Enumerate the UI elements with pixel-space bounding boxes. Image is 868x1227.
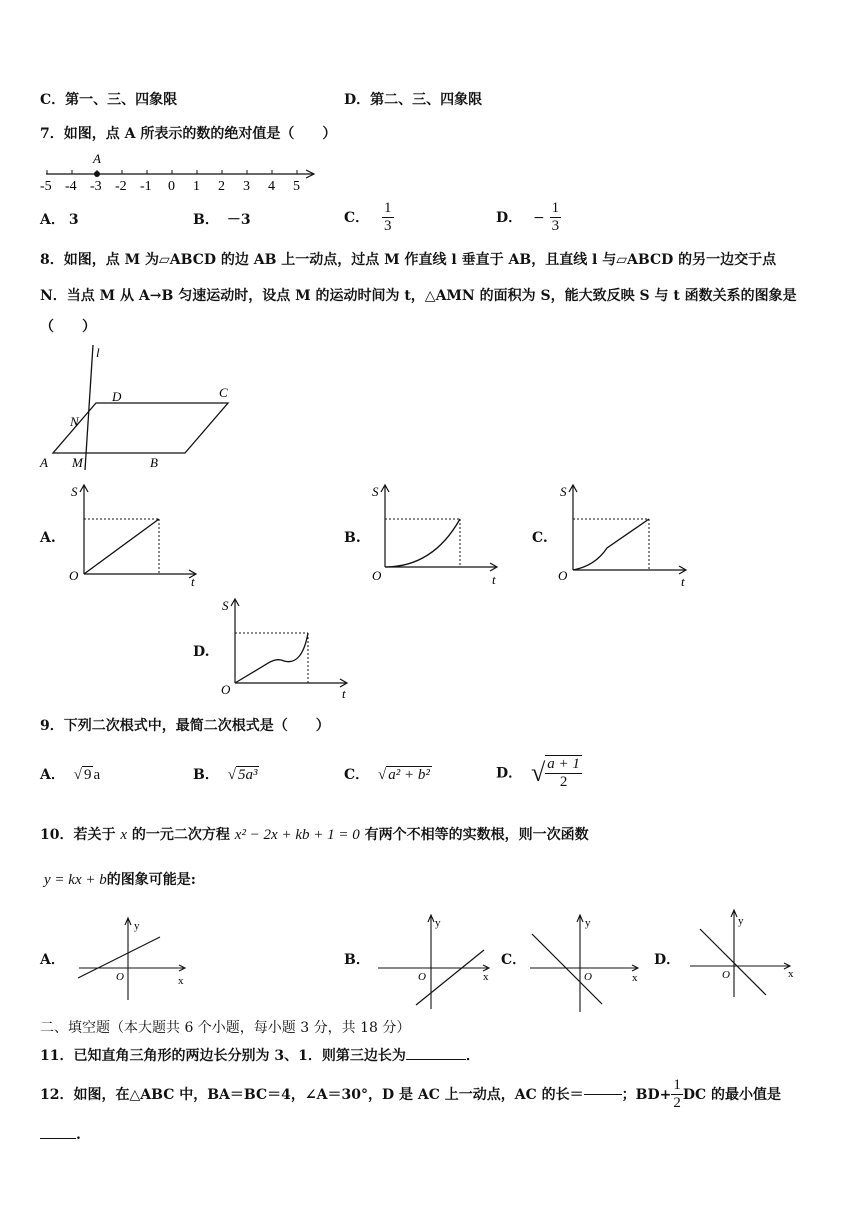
q8-option-d-label: D. bbox=[193, 644, 210, 660]
q9-option-d: D． √ $\frac{a + 1}{2}$ bbox=[496, 756, 580, 791]
svg-text:S: S bbox=[560, 484, 567, 499]
svg-text:S: S bbox=[372, 484, 379, 499]
svg-text:O: O bbox=[221, 682, 231, 697]
q7-option-a: A． 3 bbox=[40, 212, 79, 228]
svg-text:O: O bbox=[558, 568, 568, 583]
number-line-label: -2 bbox=[115, 179, 127, 194]
svg-text:t: t bbox=[342, 686, 346, 701]
svg-text:y: y bbox=[585, 917, 591, 929]
number-line-label: 4 bbox=[268, 179, 275, 194]
q10-graph-a bbox=[74, 915, 194, 1005]
q8-graph-a bbox=[65, 482, 200, 592]
q12-stem-line2: . bbox=[40, 1128, 81, 1142]
q10-option-b-label: B． bbox=[344, 952, 370, 968]
q10-stem-line2: y = kx + b的图象可能是: bbox=[44, 872, 196, 888]
q7-number-line bbox=[38, 152, 328, 197]
q10-graph-d bbox=[680, 905, 805, 1005]
q8-option-b-label: B. bbox=[344, 530, 361, 546]
svg-text:t: t bbox=[492, 572, 496, 587]
q8-option-c-label: C. bbox=[532, 530, 548, 546]
q8-stem-line3: （ ） bbox=[40, 319, 96, 335]
svg-text:O: O bbox=[584, 971, 592, 983]
q10-option-d-label: D． bbox=[654, 952, 681, 968]
q9-option-b: B． √ 5a³ bbox=[193, 767, 258, 783]
q7-option-b: B． －3 bbox=[193, 212, 251, 228]
svg-text:O: O bbox=[722, 969, 730, 981]
q7-option-d: D． − $\frac{1}{3}$ bbox=[496, 200, 560, 235]
q10-option-a-label: A． bbox=[40, 952, 65, 968]
q10-stem: 10．若关于 x 的一元二次方程 x² − 2x + kb + 1 = 0 有两个不相等的实数根，则一次函数 bbox=[40, 827, 589, 843]
q10-graph-b bbox=[376, 912, 501, 1012]
q8-graph-d bbox=[218, 596, 358, 706]
svg-text:B: B bbox=[150, 455, 158, 470]
svg-text:y: y bbox=[435, 917, 441, 929]
svg-text:y: y bbox=[134, 920, 140, 932]
q10-graph-c bbox=[528, 912, 653, 1012]
q8-stem-line2: N．当点 M 从 A→B 匀速运动时，设点 M 的运动时间为 t，△AMN 的面积为 S，能大致反映 S 与 t 函数关系的图象是 bbox=[40, 288, 797, 304]
q6-option-c: C．第一、三、四象限 bbox=[40, 92, 178, 108]
q11-answer-blank[interactable] bbox=[406, 1059, 466, 1060]
q7-point-a-label: A bbox=[93, 151, 101, 166]
q8-option-a-label: A. bbox=[40, 530, 56, 546]
q9-option-c: C． √ a² + b² bbox=[344, 767, 430, 783]
svg-text:x: x bbox=[788, 968, 794, 980]
number-line-label: -5 bbox=[40, 179, 52, 194]
q8-graph-b bbox=[368, 482, 503, 592]
number-line-label: 3 bbox=[243, 179, 250, 194]
svg-text:O: O bbox=[116, 971, 124, 983]
q8-stem-line1: 8．如图，点 M 为▱ABCD 的边 AB 上一动点，过点 M 作直线 l 垂直于 AB，且直线 l 与▱ABCD 的另一边交于点 bbox=[40, 252, 777, 268]
q9-stem: 9．下列二次根式中，最简二次根式是（ ） bbox=[40, 718, 330, 734]
number-line-label: -1 bbox=[140, 179, 152, 194]
q8-graph-c bbox=[555, 482, 695, 592]
q7-point-a bbox=[94, 171, 100, 177]
number-line-label: -4 bbox=[65, 179, 77, 194]
q6-option-d: D．第二、三、四象限 bbox=[344, 92, 483, 108]
svg-text:C: C bbox=[219, 385, 228, 400]
q9-option-a: A． √ 9 a bbox=[40, 767, 101, 783]
svg-text:y: y bbox=[738, 915, 744, 927]
svg-text:O: O bbox=[372, 568, 382, 583]
q11-stem: 11．已知直角三角形的两边长分别为 3、1．则第三边长为 ． bbox=[40, 1048, 480, 1064]
number-line-label: 0 bbox=[168, 179, 175, 194]
svg-text:N: N bbox=[70, 414, 79, 429]
q7-option-c: C． $\frac{1}{3}$ bbox=[344, 200, 392, 235]
svg-text:O: O bbox=[418, 971, 426, 983]
q8-parallelogram-figure bbox=[38, 345, 238, 475]
number-line-label: 2 bbox=[218, 179, 225, 194]
svg-text:x: x bbox=[178, 975, 184, 987]
svg-text:S: S bbox=[71, 484, 78, 499]
svg-text:x: x bbox=[483, 971, 489, 983]
svg-text:t: t bbox=[191, 574, 195, 589]
svg-text:A: A bbox=[40, 455, 48, 470]
svg-text:S: S bbox=[222, 598, 229, 613]
number-line-label: 1 bbox=[193, 179, 200, 194]
svg-text:x: x bbox=[632, 972, 638, 984]
number-line-label: -3 bbox=[90, 179, 102, 194]
svg-text:D: D bbox=[112, 389, 122, 404]
svg-text:t: t bbox=[681, 574, 685, 589]
q12-stem: 12．如图，在△ABC 中，BA＝BC＝4，∠A＝30°，D 是 AC 上一动点，AC 的长＝ ；BD+ $\frac{1}{2}$ DC 的最小值是 bbox=[40, 1077, 782, 1112]
svg-text:l: l bbox=[96, 345, 100, 360]
q12-answer-blank-1[interactable] bbox=[584, 1094, 622, 1095]
q10-option-c-label: C． bbox=[501, 952, 527, 968]
section-2-title: 二、填空题（本大题共 6 个小题，每小题 3 分，共 18 分） bbox=[40, 1020, 411, 1036]
svg-text:M: M bbox=[72, 455, 83, 470]
q12-answer-blank-2[interactable] bbox=[40, 1138, 76, 1139]
q7-stem: 7．如图，点 A 所表示的数的绝对值是（ ） bbox=[40, 126, 337, 142]
number-line-label: 5 bbox=[293, 179, 300, 194]
svg-text:O: O bbox=[69, 568, 79, 583]
